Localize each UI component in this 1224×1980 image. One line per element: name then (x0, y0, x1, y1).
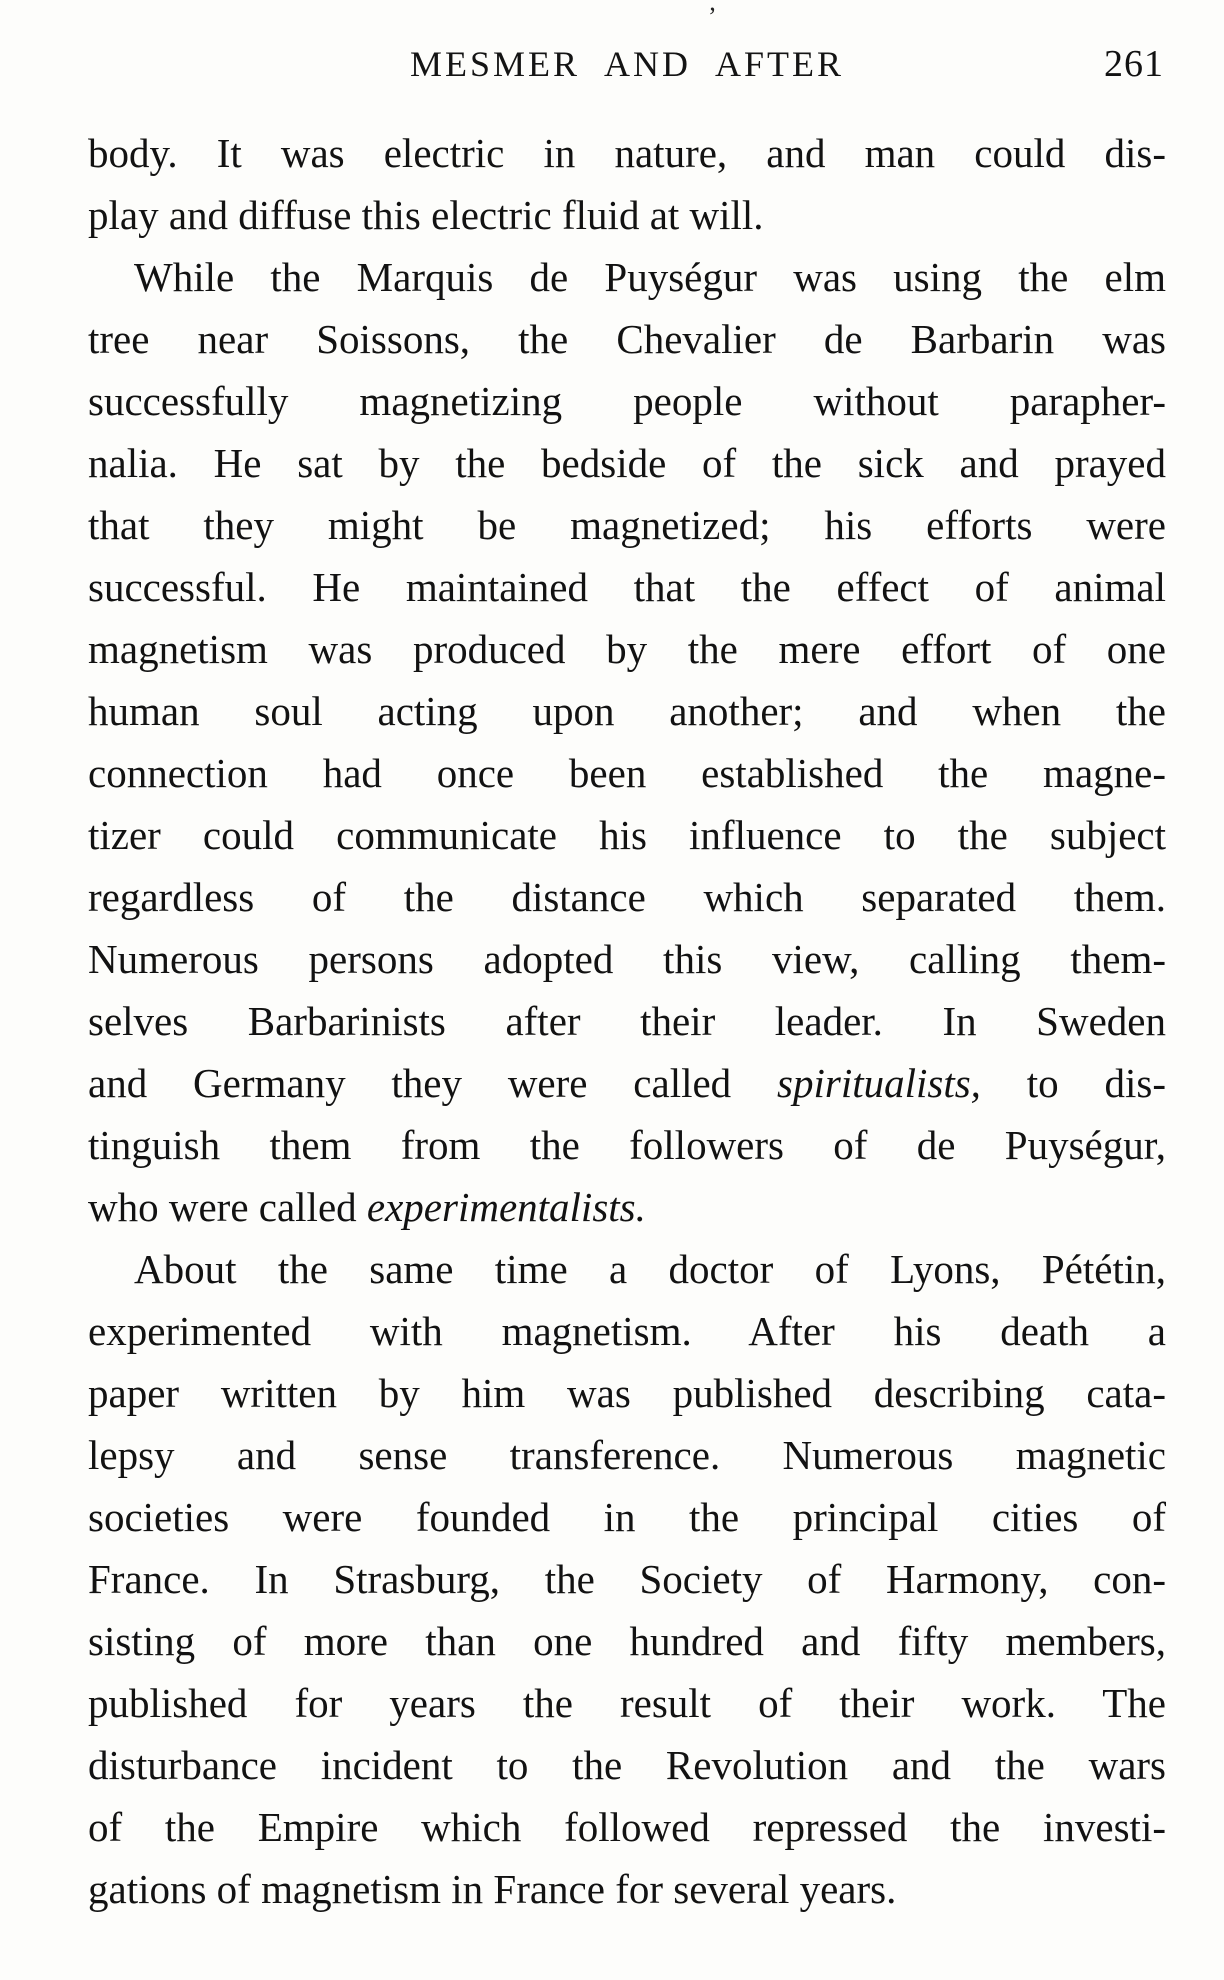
text-line: lepsy and sense transference. Numerous magnetic (88, 1432, 1166, 1478)
italic-term: experimentalists. (366, 1184, 646, 1230)
text-line: magnetism was produced by the mere effort of one (88, 626, 1166, 672)
text-line: societies were founded in the principal cities of (88, 1494, 1166, 1540)
text-line: paper written by him was published describing cata- (88, 1370, 1166, 1416)
text-line: France. In Strasburg, the Society of Harmony, con- (88, 1556, 1166, 1602)
text-line: body. It was electric in nature, and man could dis- (88, 130, 1166, 176)
text-line: About the same time a doctor of Lyons, Pététin, (134, 1246, 1166, 1292)
text-line: published for years the result of their work. The (88, 1680, 1166, 1726)
text-line: of the Empire which followed repressed the investi- (88, 1804, 1166, 1850)
text-line: experimented with magnetism. After his death a (88, 1308, 1166, 1354)
body-text (88, 122, 1166, 1920)
text-line: play and diffuse this electric fluid at will. (88, 192, 764, 238)
text-line: tizer could communicate his influence to the subject (88, 812, 1166, 858)
text-line: tinguish them from the followers of de Puységur, (88, 1122, 1166, 1168)
page-header (88, 40, 1166, 88)
page-number: 261 (1104, 43, 1164, 85)
text-line: tree near Soissons, the Chevalier de Barbarin was (88, 316, 1166, 362)
line-segment: and Germany they were called (88, 1060, 778, 1106)
text-line: regardless of the distance which separated them. (88, 874, 1166, 920)
text-line: successfully magnetizing people without parapher- (88, 378, 1166, 424)
text-line (88, 1052, 1166, 1114)
text-line: sisting of more than one hundred and fifty members, (88, 1618, 1166, 1664)
line-segment: who were called (88, 1184, 367, 1230)
text-line: While the Marquis de Puységur was using the elm (134, 254, 1166, 300)
italic-term: spiritualists, (777, 1060, 981, 1106)
text-line: successful. He maintained that the effect of animal (88, 564, 1166, 610)
text-line: Numerous persons adopted this view, calling them- (88, 936, 1166, 982)
text-line (88, 1176, 1166, 1238)
paragraph (88, 1238, 1166, 1920)
paragraph (88, 246, 1166, 1238)
text-line: connection had once been established the magne- (88, 750, 1166, 796)
text-line: selves Barbarinists after their leader. In Sweden (88, 998, 1166, 1044)
text-line: disturbance incident to the Revolution and the wars (88, 1742, 1166, 1788)
scan-artifact-mark: ’ (708, 2, 717, 31)
line-segment: to dis- (980, 1060, 1166, 1106)
running-head-title: MESMER AND AFTER (409, 44, 845, 84)
text-line: human soul acting upon another; and when the (88, 688, 1166, 734)
text-line: nalia. He sat by the bedside of the sick and prayed (88, 440, 1166, 486)
text-line: gations of magnetism in France for several years. (88, 1866, 897, 1912)
paragraph (88, 122, 1166, 246)
text-line: that they might be magnetized; his efforts were (88, 502, 1166, 548)
